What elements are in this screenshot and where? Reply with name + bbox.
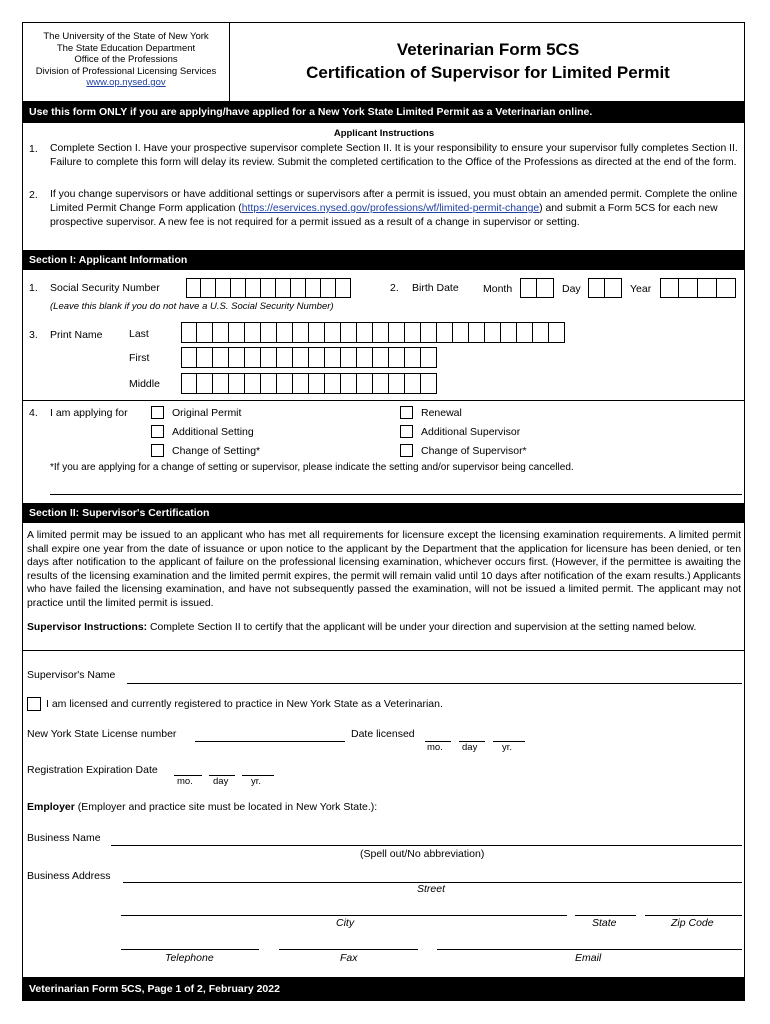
license-number-input[interactable] xyxy=(195,741,345,742)
licensed-statement: I am licensed and currently registered to practice in New York State as a Veterinarian. xyxy=(46,698,443,710)
middle-name-label: Middle xyxy=(129,378,160,390)
original-permit-checkbox[interactable] xyxy=(151,406,164,419)
telephone-caption: Telephone xyxy=(165,952,214,964)
supervisor-name-label: Supervisor's Name xyxy=(27,669,116,681)
telephone-input[interactable] xyxy=(121,949,259,950)
apply-label: I am applying for xyxy=(50,407,128,419)
supervisor-instructions: Supervisor Instructions: Complete Section II to certify that the applicant will be under your direction and supervision at the setting named below. xyxy=(27,622,697,633)
business-address-label: Business Address xyxy=(27,870,111,882)
ssn-input[interactable] xyxy=(186,278,351,298)
day-label: Day xyxy=(562,283,581,295)
business-name-input[interactable] xyxy=(111,845,742,846)
agency-block xyxy=(23,23,230,101)
name-num: 3. xyxy=(29,329,38,341)
city-caption: City xyxy=(336,917,355,929)
additional-setting-checkbox[interactable] xyxy=(151,425,164,438)
birth-label: Birth Date xyxy=(412,282,459,294)
agency-line: Division of Professional Licensing Services xyxy=(35,65,217,77)
ssn-label: Social Security Number xyxy=(50,282,160,294)
limited-permit-paragraph: A limited permit may be issued to an applicant who has met all requirements for licensure except the licensing examination requirements. A limited permit shall expire one year from the date of issuance or upon notice to the applicant by the Department that the application for licensure has been denied, or ten days after notification to the applicant of failure on the professional licensing examination, whichever occurs first. (However, if the permittee is awaiting the results of the licensing examination and the limited permit expires, the permit will remain valid until 10 days after notification of the exam results.) Applicants who have failed the licensing examination, and have not subsequently passed the examination, will not be issued a limited permit. The applicant may not practice until the limited permit is issued. xyxy=(27,530,741,609)
instruction-2: If you change supervisors or have additional settings or supervisors after a permit is issued, you must obtain an amended permit. Complete the online Limited Permit Change Form application (https://eservices.nysed.gov/professions/wf/limited-permit-change) and submit a Form 5CS for each new prospective supervisor. A new fee is not required for a permit issued as a result of a change in supervisor or setting. xyxy=(50,189,738,228)
agency-line: The University of the State of New York xyxy=(43,31,209,42)
yr-label: yr. xyxy=(502,742,513,753)
registration-expiration-label: Registration Expiration Date xyxy=(27,764,158,776)
zip-code-caption: Zip Code xyxy=(671,917,714,929)
first-name-input[interactable] xyxy=(181,347,437,368)
agency-line: Office of the Professions xyxy=(74,54,178,65)
divider xyxy=(23,400,745,401)
instructions-heading: Applicant Instructions xyxy=(333,128,435,139)
first-name-label: First xyxy=(129,352,150,364)
original-permit-label: Original Permit xyxy=(172,407,242,419)
state-caption: State xyxy=(592,917,617,929)
change-supervisor-checkbox[interactable] xyxy=(400,444,413,457)
email-caption: Email xyxy=(575,952,602,964)
renewal-label: Renewal xyxy=(421,407,462,419)
mo-label: mo. xyxy=(427,742,443,753)
limited-permit-change-link[interactable]: https://eservices.nysed.gov/professions/wf/limited-permit-change xyxy=(241,203,540,214)
employer-heading: Employer (Employer and practice site must be located in New York State.): xyxy=(27,801,378,813)
apply-num: 4. xyxy=(29,407,38,419)
section1-title: Section I: Applicant Information xyxy=(23,250,745,270)
business-name-label: Business Name xyxy=(27,832,101,844)
date-licensed-label: Date licensed xyxy=(351,728,415,740)
birth-year-input[interactable] xyxy=(660,278,736,298)
title-line-2: Certification of Supervisor for Limited Permit xyxy=(306,63,670,82)
instruction-1: Complete Section I. Have your prospective supervisor complete Section II. It is your responsibility to ensure your supervisor fully completes Section II. Failure to complete this form will delay its review. Submit the completed certification to the Office of the Professions as directed at the end of the form. xyxy=(50,143,738,168)
licensed-checkbox[interactable] xyxy=(27,697,41,711)
last-name-input[interactable] xyxy=(181,322,565,343)
instr-num-2: 2. xyxy=(29,189,38,201)
ssn-num: 1. xyxy=(29,282,38,294)
notice-bar: Use this form ONLY if you are applying/have applied for a New York State Limited Permit as a Veterinarian online. xyxy=(23,101,745,123)
birth-num: 2. xyxy=(390,282,399,294)
supervisor-name-input[interactable] xyxy=(127,683,742,684)
year-label: Year xyxy=(630,283,652,295)
birth-month-input[interactable] xyxy=(520,278,554,298)
yr-label: yr. xyxy=(251,776,262,787)
section2-title: Section II: Supervisor's Certification xyxy=(23,503,745,523)
change-note: *If you are applying for a change of setting or supervisor, please indicate the setting and/or supervisor being cancelled. xyxy=(50,462,574,473)
mo-label: mo. xyxy=(177,776,193,787)
state-input[interactable] xyxy=(575,915,636,916)
fax-caption: Fax xyxy=(340,952,358,964)
agency-link[interactable]: www.op.nysed.gov xyxy=(86,77,166,88)
cancelled-setting-input[interactable] xyxy=(50,494,742,495)
street-caption: Street xyxy=(417,883,446,895)
change-setting-checkbox[interactable] xyxy=(151,444,164,457)
title-line-1: Veterinarian Form 5CS xyxy=(396,40,580,59)
change-supervisor-label: Change of Supervisor* xyxy=(421,445,527,457)
fax-input[interactable] xyxy=(279,949,418,950)
last-name-label: Last xyxy=(129,328,149,340)
divider xyxy=(23,650,745,651)
additional-supervisor-checkbox[interactable] xyxy=(400,425,413,438)
city-input[interactable] xyxy=(121,915,567,916)
form-title xyxy=(231,38,745,84)
birth-day-input[interactable] xyxy=(588,278,622,298)
additional-setting-label: Additional Setting xyxy=(172,426,254,438)
month-label: Month xyxy=(483,283,513,295)
middle-name-input[interactable] xyxy=(181,373,437,394)
change-setting-label: Change of Setting* xyxy=(172,445,261,457)
agency-line: The State Education Department xyxy=(56,42,196,54)
instr-num-1: 1. xyxy=(29,143,38,155)
spell-out-note: (Spell out/No abbreviation) xyxy=(360,848,485,860)
zip-code-input[interactable] xyxy=(645,915,742,916)
ssn-note: (Leave this blank if you do not have a U.S. Social Security Number) xyxy=(50,301,334,312)
footer-bar: Veterinarian Form 5CS, Page 1 of 2, February 2022 xyxy=(23,977,745,1001)
email-input[interactable] xyxy=(437,949,742,950)
additional-supervisor-label: Additional Supervisor xyxy=(421,426,521,438)
name-label: Print Name xyxy=(50,329,103,341)
renewal-checkbox[interactable] xyxy=(400,406,413,419)
day-caption: day xyxy=(213,776,229,787)
license-number-label: New York State License number xyxy=(27,728,177,740)
day-caption: day xyxy=(462,742,478,753)
